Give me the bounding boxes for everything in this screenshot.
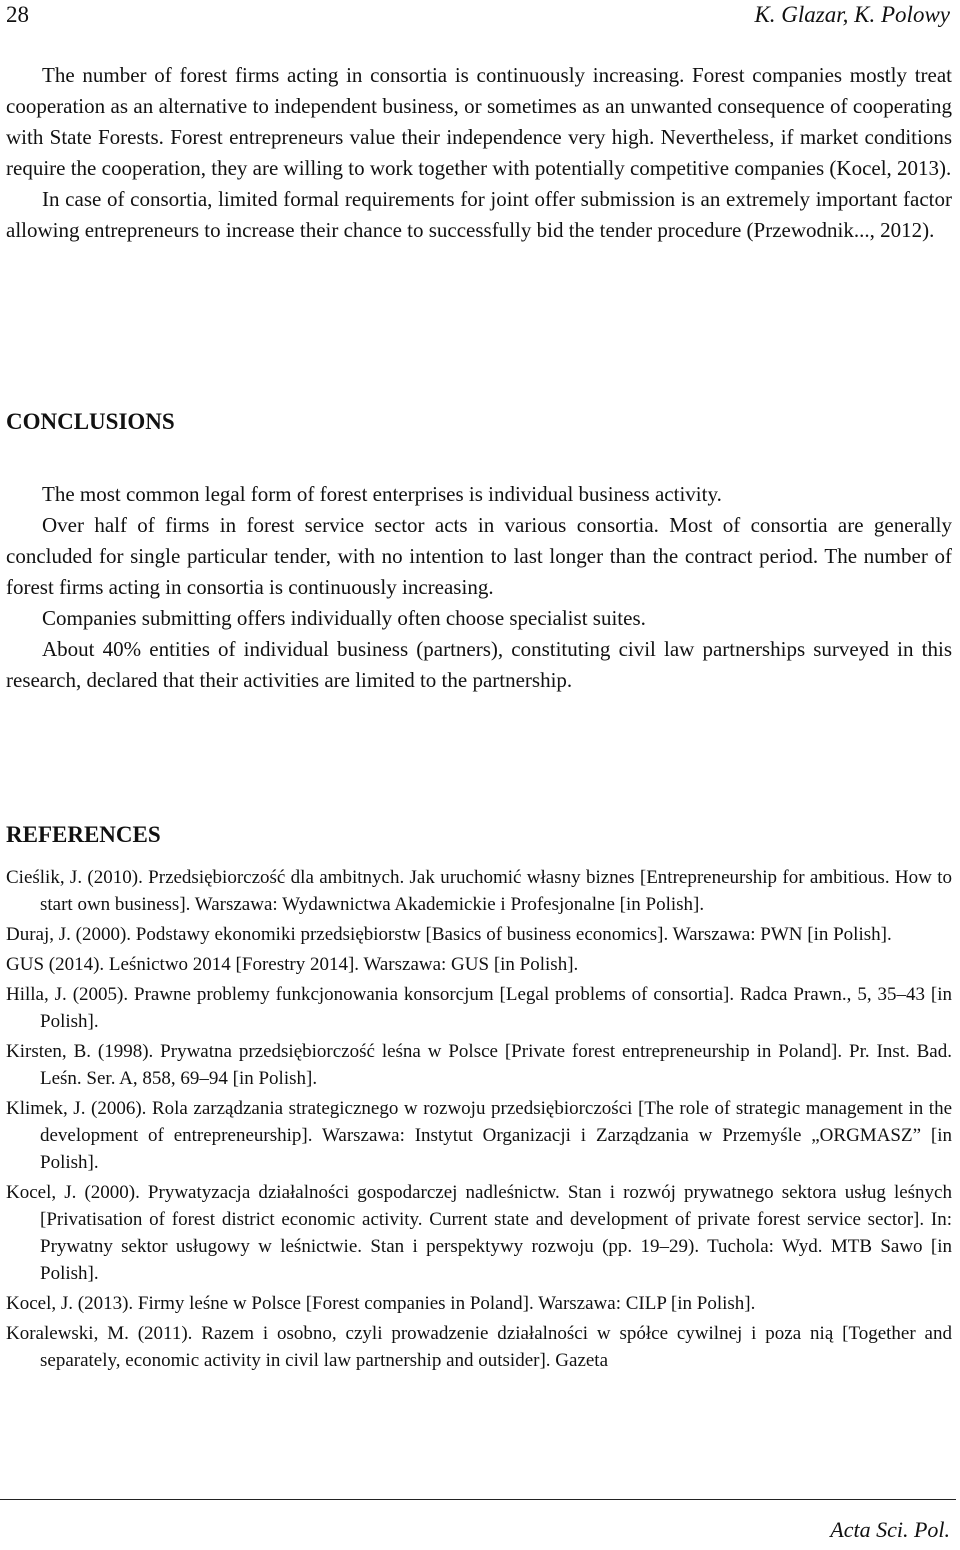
reference-item: Kocel, J. (2013). Firmy leśne w Polsce [Forest companies in Poland]. Warszawa: CILP [in Polish].	[6, 1293, 756, 1314]
intro-section	[6, 60, 952, 246]
footer-divider	[0, 1499, 956, 1500]
section-heading-references: REFERENCES	[6, 822, 161, 847]
page-number: 28	[6, 2, 29, 27]
body-paragraph: The number of forest firms acting in consortia is continuously increasing. Forest companies mostly treat cooperation as an alternative to independent business, or sometimes as an unwanted consequence of cooperating with State Forests. Forest entrepreneurs value their independence very high. Nevertheless, if market conditions require the cooperation, they are willing to work together with potentially competitive companies (Kocel, 2013).	[6, 63, 952, 180]
reference-item: Hilla, J. (2005). Prawne problemy funkcjonowania konsorcjum [Legal problems of consortia]. Radca Prawn., 5, 35–43 [in Polish].	[6, 984, 952, 1032]
running-head-authors: K. Glazar, K. Polowy	[754, 2, 950, 27]
reference-list	[6, 864, 952, 1377]
conclusions-section	[6, 479, 952, 696]
reference-item: Koralewski, M. (2011). Razem i osobno, czyli prowadzenie działalności w spółce cywilnej i poza nią [Together and separately, economic activity in civil law partnership and outsider]. Gazeta	[6, 1323, 952, 1371]
page-header	[0, 0, 960, 30]
body-paragraph: About 40% entities of individual business (partners), constituting civil law partnerships surveyed in this research, declared that their activities are limited to the partnership.	[6, 637, 952, 692]
reference-item: Duraj, J. (2000). Podstawy ekonomiki przedsiębiorstw [Basics of business economics]. Warszawa: PWN [in Polish].	[6, 924, 892, 945]
reference-item: Klimek, J. (2006). Rola zarządzania strategicznego w rozwoju przedsiębiorczości [The role of strategic management in the development of entrepreneurship]. Warszawa: Instytut Organizacji i Zarządzania w Przemyśle „ORGMASZ” [in Polish].	[6, 1098, 952, 1173]
body-paragraph: In case of consortia, limited formal requirements for joint offer submission is an extremely important factor allowing entrepreneurs to increase their chance to successfully bid the tender procedure (Przewodnik..., 2012).	[6, 187, 952, 242]
reference-item: Kocel, J. (2000). Prywatyzacja działalności gospodarczej nadleśnictw. Stan i rozwój prywatnego sektora usług leśnych [Privatisation of forest district economic activity. Current state and development of private forest service sector]. In: Prywatny sektor usługowy w leśnictwie. Stan i perspektywy rozwoju (pp. 19–29). Tuchola: Wyd. MTB Sawo [in Polish].	[6, 1182, 952, 1284]
body-paragraph: Companies submitting offers individually often choose specialist suites.	[42, 606, 646, 630]
journal-name: Acta Sci. Pol.	[830, 1517, 950, 1542]
section-heading-conclusions: CONCLUSIONS	[6, 409, 175, 434]
body-paragraph: The most common legal form of forest enterprises is individual business activity.	[42, 482, 722, 506]
reference-item: Cieślik, J. (2010). Przedsiębiorczość dla ambitnych. Jak uruchomić własny biznes [Entrepreneurship for ambitious. How to start own business]. Warszawa: Wydawnictwa Akademickie i Profesjonalne [in Polish].	[6, 867, 952, 915]
body-paragraph: Over half of firms in forest service sector acts in various consortia. Most of consortia are generally concluded for single particular tender, with no intention to last longer than the contract period. The number of forest firms acting in consortia is continuously increasing.	[6, 513, 952, 599]
reference-item: Kirsten, B. (1998). Prywatna przedsiębiorczość leśna w Polsce [Private forest entrepreneurship in Poland]. Pr. Inst. Bad. Leśn. Ser. A, 858, 69–94 [in Polish].	[6, 1041, 952, 1089]
reference-item: GUS (2014). Leśnictwo 2014 [Forestry 2014]. Warszawa: GUS [in Polish].	[6, 954, 579, 975]
